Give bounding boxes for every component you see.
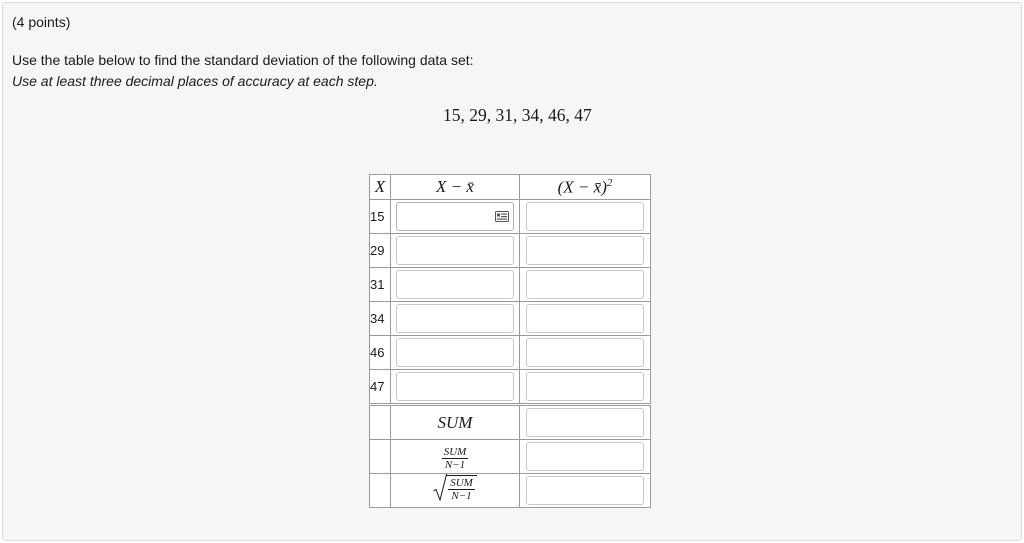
deviation-input[interactable] bbox=[396, 236, 514, 265]
deviation-input[interactable] bbox=[396, 372, 514, 401]
sum-label: SUM bbox=[437, 412, 473, 432]
x-value: 46 bbox=[370, 336, 391, 370]
table-row bbox=[370, 302, 651, 336]
x-value: 29 bbox=[370, 234, 391, 268]
squared-input[interactable] bbox=[526, 236, 644, 265]
sqrt-denominator: N−1 bbox=[451, 490, 472, 502]
fraction-numerator: SUM bbox=[443, 446, 467, 458]
header-x: X bbox=[370, 175, 391, 200]
x-value: 31 bbox=[370, 268, 391, 302]
points-label: (4 points) bbox=[12, 14, 71, 30]
deviation-input[interactable] bbox=[396, 338, 514, 367]
table-row bbox=[370, 200, 651, 234]
data-set: 15, 29, 31, 34, 46, 47 bbox=[443, 105, 592, 125]
variance-fraction bbox=[442, 446, 469, 471]
header-deviation: X − x̄ bbox=[391, 175, 520, 200]
deviation-input[interactable] bbox=[396, 270, 514, 299]
variance-row bbox=[370, 440, 651, 474]
std-dev-row bbox=[370, 474, 651, 508]
variance-input[interactable] bbox=[526, 442, 644, 471]
sum-input[interactable] bbox=[526, 408, 644, 437]
header-row bbox=[370, 175, 651, 200]
header-squared-base: (X − x̄) bbox=[557, 177, 607, 197]
table-row bbox=[370, 234, 651, 268]
table-row bbox=[370, 370, 651, 405]
accuracy-note: Use at least three decimal places of accuracy at each step. bbox=[12, 73, 378, 89]
sqrt-numerator: SUM bbox=[450, 477, 473, 489]
sqrt-fraction bbox=[446, 475, 477, 502]
header-squared bbox=[520, 175, 651, 200]
deviation-input[interactable] bbox=[396, 304, 514, 333]
deviation-input[interactable] bbox=[396, 202, 514, 231]
squared-input[interactable] bbox=[526, 270, 644, 299]
table-row bbox=[370, 268, 651, 302]
radical-sign-icon bbox=[433, 474, 447, 502]
sqrt-expression bbox=[433, 474, 477, 502]
fraction-denominator: N−1 bbox=[444, 459, 466, 471]
x-value: 34 bbox=[370, 302, 391, 336]
keyboard-icon[interactable] bbox=[495, 211, 509, 222]
squared-input[interactable] bbox=[526, 338, 644, 367]
table-row bbox=[370, 336, 651, 370]
x-value: 15 bbox=[370, 200, 391, 234]
instruction-text: Use the table below to find the standard deviation of the following data set: bbox=[12, 52, 474, 68]
std-dev-table bbox=[369, 174, 651, 508]
x-value: 47 bbox=[370, 370, 391, 405]
std-dev-input[interactable] bbox=[526, 476, 644, 505]
header-squared-exponent: 2 bbox=[606, 176, 613, 189]
squared-input[interactable] bbox=[526, 372, 644, 401]
squared-input[interactable] bbox=[526, 304, 644, 333]
squared-input[interactable] bbox=[526, 202, 644, 231]
sum-row bbox=[370, 405, 651, 440]
